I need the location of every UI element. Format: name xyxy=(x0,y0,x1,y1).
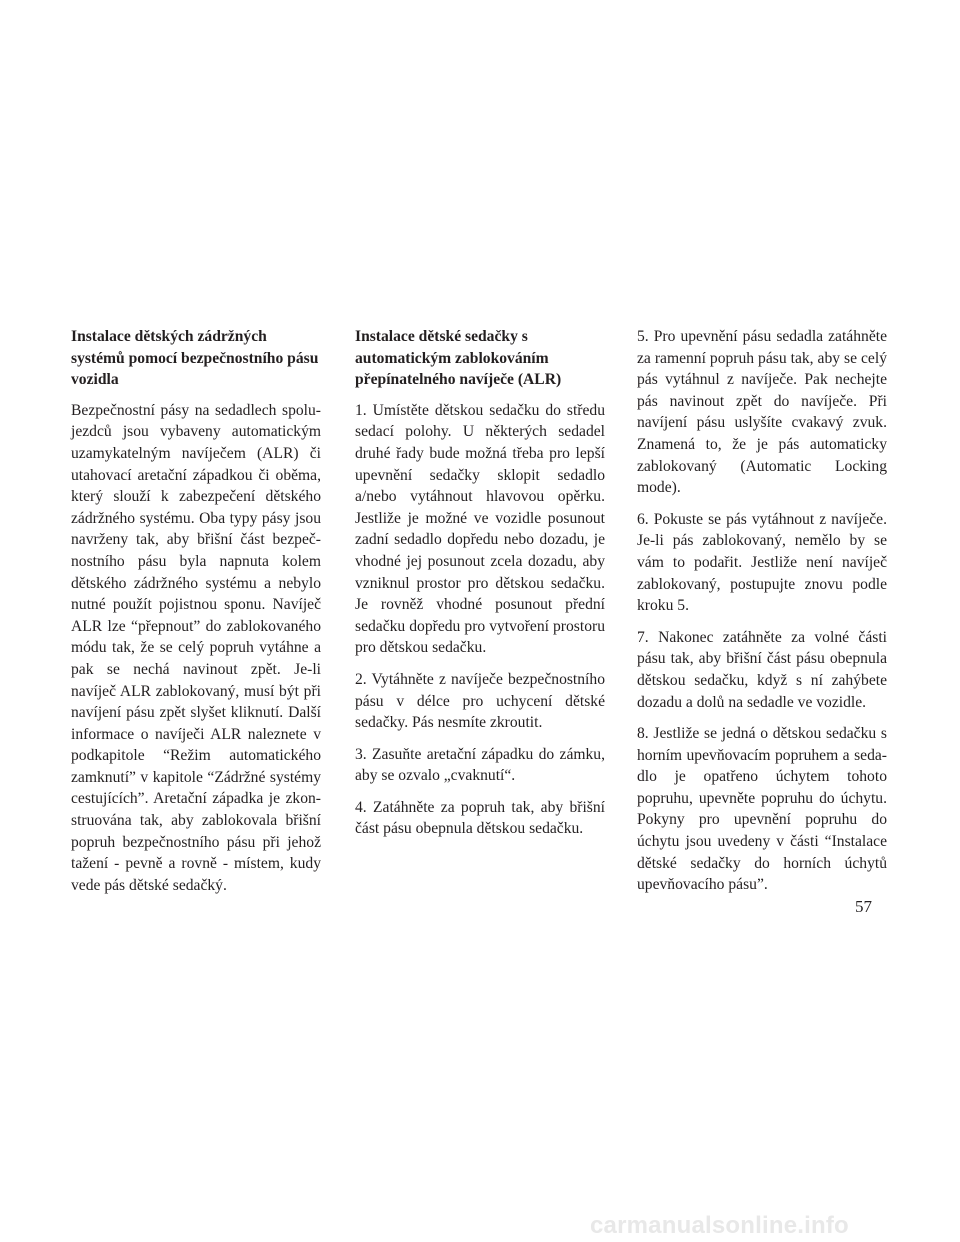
page-number: 57 xyxy=(855,897,872,916)
paragraph: Bezpečnostní pásy na sedadlech spolujezdců jsou vybaveny automatickým uzamykatelným navíječem (ALR) či utahovací aretační západkou či oběma, který slouží k zabezpečení dětského zádržného systému. Oba typy pásy jsou navrženy tak, aby břišní část bezpečnostního pásu byla napnuta kolem dětského zádržného systému a nebylo nutné použít pojistnou sponu. Navíječ ALR lze “přepnout” do zablokovaného módu tak, že se celý popruh vytáhne a pak se nechá navinout zpět. Je-li navíječ ALR zablokovaný, musí být při navíjení pásu zpět slyšet kliknutí. Další informace o navíječi ALR naleznete v podkapitole “Režim automatického zamknutí” v kapitole “Zádržné systémy cestujících”. Aretační západka je zkonstruována tak, aby zablokovala břišní popruh bezpečnostního pásu při jehož tažení - pevně a rovně - místem, kudy vede pás dětské sedačký. xyxy=(71,401,321,894)
step-3-paragraph: 3. Zasuňte aretační západku do zámku, aby se ozvalo „cvaknutí“. xyxy=(355,745,605,785)
step-7-paragraph: 7. Nakonec zatáhněte za volné části pásu tak, aby břišní část pásu obepnula dětskou sedačku, když s ní zahýbete dozadu a dolů na sedadle ve vozidle. xyxy=(637,628,887,711)
step-8-paragraph: 8. Jestliže se jedná o dětskou sedačku s horním upevňovacím popruhem a sedadlo je opatřeno úchytem tohoto popruhu, upevněte popruhu do úchytu. Pokyny pro upevnění popruhu do úchytu jsou uvedeny v části “Instalace dětské sedačky do horních úchytů upevňovacího pásu”. xyxy=(637,725,887,894)
text-column-1 xyxy=(71,326,321,906)
step-2-paragraph: 2. Vytáhněte z navíječe bezpečnostního pásu v délce pro uchycení dětské sedačky. Pás nesmíte zkroutit. xyxy=(355,670,605,732)
section-heading-seatbelt-child-restraint: Instalace dětských zádržných systémů pomocí bezpečnostního pásu vozidla xyxy=(71,328,319,389)
step-1-paragraph: 1. Umístěte dětskou sedačku do středu sedací polohy. U některých sedadel druhé řady bude možná třeba pro lepší upevnění sedačky sklopit sedadlo a/nebo vytáhnout hlavovou opěrku. Jestliže je možné ve vozidle posunout zadní sedadlo dopředu nebo dozadu, je vhodné jej posunout zcela dozadu, aby vzniknul prostor pro dětskou sedačku. Je rovněž vhodné posunout přední sedačku dopředu pro vytvoření prostoru pro dětskou sedačku. xyxy=(355,401,605,657)
text-column-2 xyxy=(355,326,605,850)
step-4-paragraph: 4. Zatáhněte za popruh tak, aby břišní část pásu obepnula dětskou sedačku. xyxy=(355,798,605,838)
step-5-paragraph: 5. Pro upevnění pásu sedadla zatáhněte za ramenní popruh pásu tak, aby se celý pás vytáhnul z navíječe. Pak nechejte pás navinout zpět do navíječe. Při navíjení pásu uslyšíte cvakavý zvuk. Znamená to, že je pás automaticky zablokovaný (Automatic Locking mode). xyxy=(637,328,887,497)
watermark: carmanualsonline.info xyxy=(590,1212,849,1239)
step-6-paragraph: 6. Pokuste se pás vytáhnout z navíječe. Je-li pás zablokovaný, nemělo by se vám to podařit. Jestliže není navíječ zablokovaný, postupujte znovu podle kroku 5. xyxy=(637,510,887,615)
section-heading-alr-installation: Instalace dětské sedačky s automatickým zablokováním přepínatelného navíječe (ALR) xyxy=(355,328,562,389)
text-column-3 xyxy=(637,326,887,906)
